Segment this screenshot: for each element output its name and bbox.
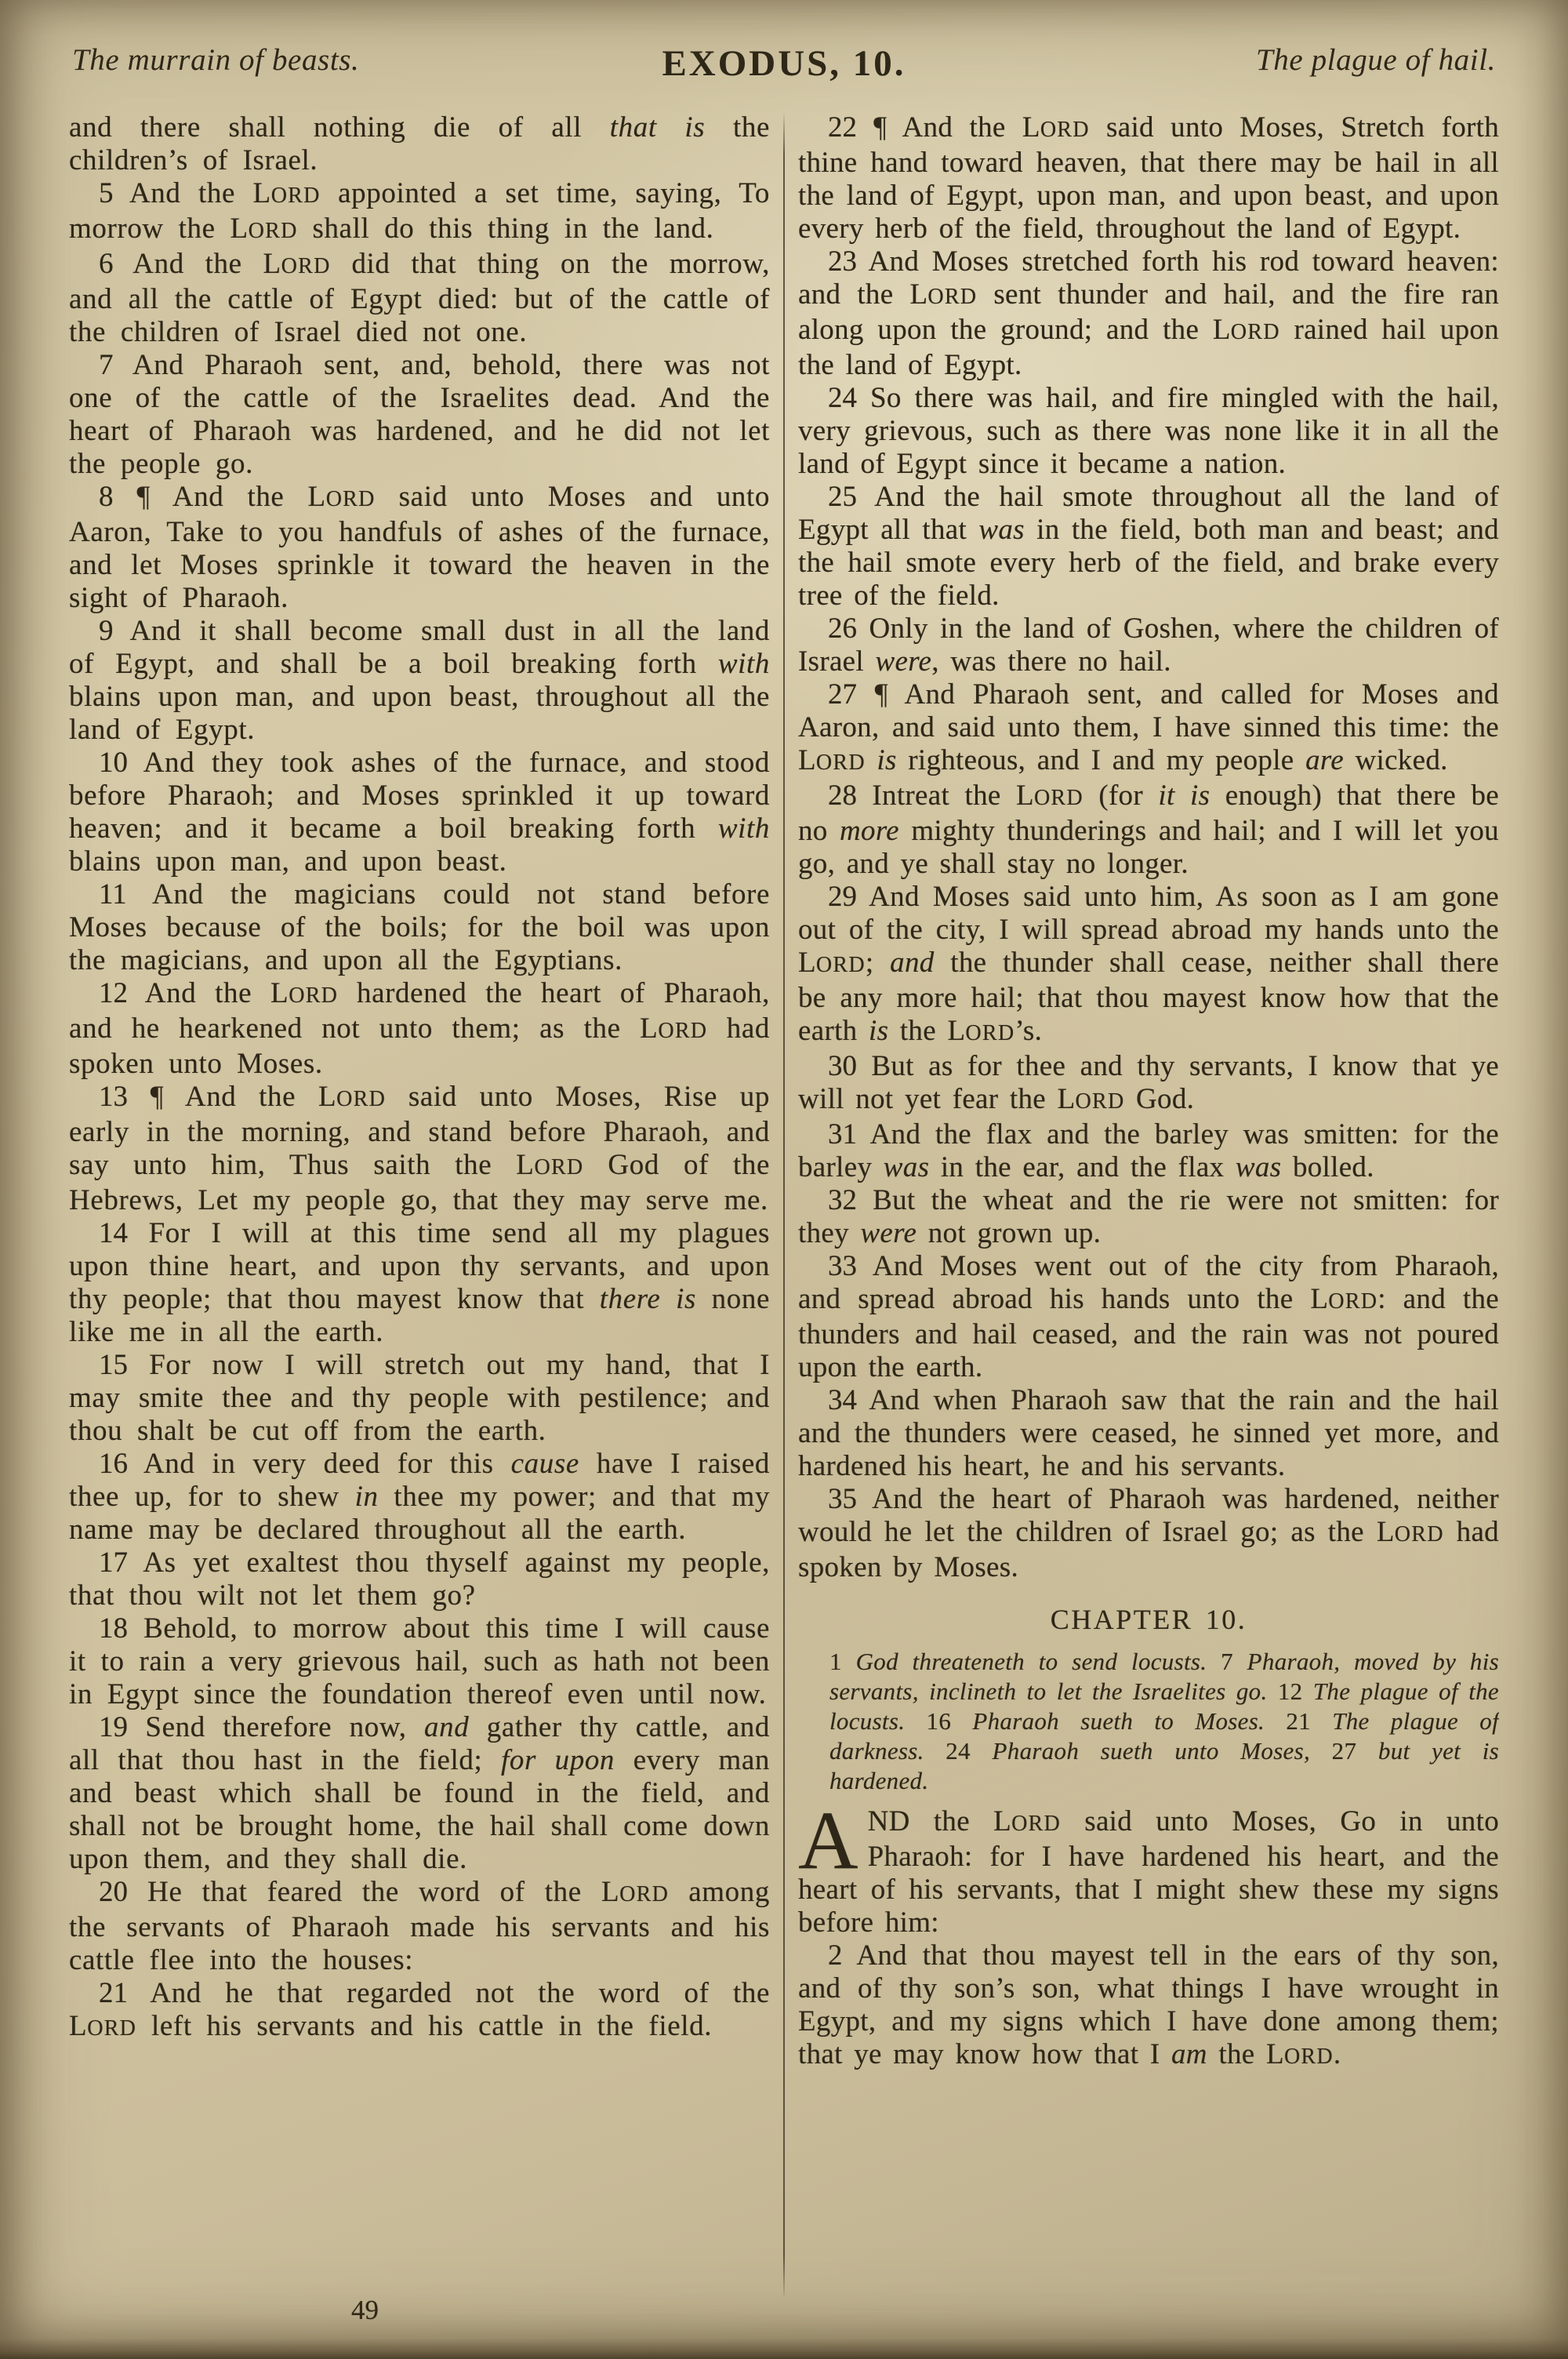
verse-number: 23	[828, 245, 857, 278]
verse-number: 14	[99, 1217, 128, 1249]
verse-29: 29 And Moses said unto him, As soon as I am gone out of the city, I will spread abroad my hands unto the LORD; and the thunder shall cease, neither shall there be any more hail; that thou mayest know how that the earth is the LORD’s.	[798, 881, 1499, 1047]
summary-verse-ref: 21	[1286, 1707, 1311, 1735]
italic-text: was	[978, 514, 1025, 546]
lord-smallcaps: LORD	[909, 278, 978, 311]
verse-number: 6	[99, 248, 114, 280]
verse-2: 2 And that thou mayest tell in the ears of thy son, and of thy son’s son, what things I have wrought in Egypt, and my signs which I have done among them; that ye may know how that I am the LORD.	[798, 1939, 1499, 2070]
verse-11: 11 And the magicians could not stand before Moses because of the boils; for the boil was upon the magicians, and upon all the Egyptians.	[69, 878, 770, 976]
verse-number: 15	[99, 1349, 128, 1381]
verse-23: 23 And Moses stretched forth his rod toward heaven: and the LORD sent thunder and hail, and the fire ran along upon the ground; and the LORD rained hail upon the land of Egypt.	[798, 245, 1499, 381]
lord-smallcaps: LORD	[230, 213, 298, 245]
italic-text: and	[424, 1711, 470, 1743]
verse-20: 20 He that feared the word of the LORD among the servants of Pharaoh made his servants and his cattle flee into the houses:	[69, 1876, 770, 1976]
verse-16: 16 And in very deed for this cause have I raised thee up, for to shew in thee my power; and that my name may be declared throughout all the earth.	[69, 1448, 770, 1546]
summary-verse-ref: 1	[829, 1648, 842, 1675]
lord-smallcaps: LORD	[69, 2010, 137, 2042]
italic-text: are	[1305, 744, 1344, 776]
verse-28: 28 Intreat the LORD (for it is enough) that there be no more mighty thunderings and hail; and I will let you go, and ye shall stay no longer.	[798, 780, 1499, 880]
italic-text: cause	[510, 1448, 579, 1480]
italic-text: there is	[599, 1283, 696, 1315]
italic-text: it is	[1158, 780, 1210, 812]
verse-10: 10 And they took ashes of the furnace, and stood before Pharaoh; and Moses sprinkled it up toward heaven; and it became a boil breaking forth with blains upon man, and upon beast.	[69, 747, 770, 878]
verse-35: 35 And the heart of Pharaoh was hardened, neither would he let the children of Israel go; as the LORD had spoken by Moses.	[798, 1483, 1499, 1583]
italic-text: am	[1171, 2038, 1207, 2070]
verse-number: 19	[99, 1711, 128, 1743]
verse-continuation: and there shall nothing die of all that is the children’s of Israel.	[69, 111, 770, 176]
lord-smallcaps: LORD	[263, 248, 331, 280]
verse-5: 5 And the LORD appointed a set time, saying, To morrow the LORD shall do this thing in the land.	[69, 177, 770, 245]
italic-text: was	[1235, 1151, 1282, 1183]
running-head-title: EXODUS, 10.	[662, 43, 906, 84]
verse-34: 34 And when Pharaoh saw that the rain and the hail and the thunders were ceased, he sinned yet more, and hardened his heart, he and his servants.	[798, 1384, 1499, 1482]
verse-25: 25 And the hail smote throughout all the land of Egypt all that was in the field, both man and beast; and the hail smote every herb of the field, and brake every tree of the field.	[798, 481, 1499, 612]
lord-smallcaps: LORD	[1022, 111, 1090, 144]
running-head-right: The plague of hail.	[1255, 43, 1496, 77]
summary-verse-ref: 7	[1221, 1648, 1233, 1675]
verse-number: 31	[828, 1118, 857, 1150]
verse-9: 9 And it shall become small dust in all the land of Egypt, and shall be a boil breaking forth with blains upon man, and upon beast, throughout all the land of Egypt.	[69, 615, 770, 746]
verse-14: 14 For I will at this time send all my plagues upon thine heart, and upon thy servants, and upon thy people; that thou mayest know that there is none like me in all the earth.	[69, 1217, 770, 1348]
running-head	[72, 42, 1496, 91]
lord-smallcaps: LORD	[1310, 1283, 1378, 1315]
verse-number: 21	[99, 1977, 128, 2009]
italic-text: for upon	[501, 1744, 615, 1776]
column-divider	[783, 111, 785, 2299]
italic-text: were	[875, 645, 932, 678]
verse-26: 26 Only in the land of Goshen, where the children of Israel were, was there no hail.	[798, 612, 1499, 678]
verse-number: 25	[828, 481, 857, 513]
verse-number: 10	[99, 747, 128, 779]
lord-smallcaps: LORD	[798, 744, 866, 776]
text-columns	[69, 111, 1499, 2299]
verse-number: 28	[828, 780, 857, 812]
verse-number: 2	[828, 1939, 843, 1972]
verse-6: 6 And the LORD did that thing on the morrow, and all the cattle of Egypt died: but of the cattle of the children of Israel died not one.	[69, 248, 770, 348]
summary-verse-ref: 12	[1277, 1677, 1303, 1705]
italic-text: is	[877, 744, 897, 776]
lord-smallcaps: LORD	[1376, 1516, 1444, 1548]
verse-number: 18	[99, 1612, 128, 1645]
lord-smallcaps: LORD	[1016, 780, 1083, 812]
italic-text: with	[717, 648, 770, 680]
chapter-heading: CHAPTER 10.	[1050, 1604, 1247, 1635]
italic-text: more	[840, 815, 899, 847]
lord-smallcaps: LORD	[1266, 2038, 1334, 2070]
italic-text: that is	[609, 111, 706, 144]
lord-smallcaps: LORD	[307, 481, 376, 513]
verse-27: 27 ¶ And Pharaoh sent, and called for Moses and Aaron, and said unto them, I have sinned this time: the LORD is righteous, and I and my people are wicked.	[798, 678, 1499, 776]
running-head-left: The murrain of beasts.	[72, 43, 360, 77]
verse-number: 30	[828, 1050, 857, 1082]
lord-smallcaps: LORD	[993, 1805, 1062, 1837]
verse-number: 29	[828, 881, 857, 913]
verse-31: 31 And the flax and the barley was smitten: for the barley was in the ear, and the flax was bolled.	[798, 1118, 1499, 1183]
lord-smallcaps: LORD	[318, 1081, 387, 1113]
verse-18: 18 Behold, to morrow about this time I will cause it to rain a very grievous hail, such as hath not been in Egypt since the foundation thereof even until now.	[69, 1612, 770, 1710]
verse-17: 17 As yet exaltest thou thyself against my people, that thou wilt not let them go?	[69, 1547, 770, 1612]
verse-22: 22 ¶ And the LORD said unto Moses, Stretch forth thine hand toward heaven, that there may be hail in all the land of Egypt, upon man, and upon beast, and upon every herb of the field, throughout the land of Egypt.	[798, 111, 1499, 245]
verse-7: 7 And Pharaoh sent, and, behold, there was not one of the cattle of the Israelites dead. And the heart of Pharaoh was hardened, and he did not let the people go.	[69, 349, 770, 480]
italic-text: and	[890, 947, 935, 979]
italic-text: is	[869, 1015, 889, 1047]
chapter-summary: 1 God threateneth to send locusts. 7 Pharaoh, moved by his servants, inclineth to let the Israelites go. 12 The plague of the locusts. 16 Pharaoh sueth to Moses. 21 The plague of darkness. 24 Pharaoh sueth unto Moses, 27 but yet is hardened.	[829, 1648, 1499, 1794]
verse-21: 21 And he that regarded not the word of the LORD left his servants and his cattle in the field.	[69, 1977, 770, 2042]
drop-cap-letter: A	[798, 1794, 858, 1886]
lord-smallcaps: LORD	[798, 947, 866, 979]
verse-number: 24	[828, 382, 857, 414]
verse-number: 11	[99, 878, 127, 911]
lord-smallcaps: LORD	[516, 1149, 584, 1181]
verse-number: 16	[99, 1448, 128, 1480]
italic-text: in	[354, 1481, 379, 1513]
verse-24: 24 So there was hail, and fire mingled with the hail, very grievous, such as there was none like it in all the land of Egypt since it became a nation.	[798, 382, 1499, 480]
italic-text: were	[860, 1217, 917, 1249]
lord-smallcaps: LORD	[270, 977, 339, 1009]
verse-number: 33	[828, 1250, 857, 1282]
verse-number: 22	[828, 111, 857, 144]
summary-verse-ref: 24	[946, 1737, 971, 1765]
verse-32: 32 But the wheat and the rie were not smitten: for they were not grown up.	[798, 1184, 1499, 1249]
verse-number: 5	[99, 177, 114, 209]
verse-number: 7	[99, 349, 114, 381]
verse-12: 12 And the LORD hardened the heart of Pharaoh, and he hearkened not unto them; as the LORD had spoken unto Moses.	[69, 977, 770, 1080]
verse-number: 32	[828, 1184, 857, 1216]
verse-number: 8	[99, 481, 114, 513]
italic-text: was	[883, 1151, 930, 1183]
summary-verse-ref: 27	[1331, 1737, 1357, 1765]
verse-number: 34	[828, 1384, 857, 1416]
verse-number: 13	[99, 1081, 128, 1113]
verse-8: 8 ¶ And the LORD said unto Moses and unto Aaron, Take to you handfuls of ashes of the furnace, and let Moses sprinkle it toward the heaven in the sight of Pharaoh.	[69, 481, 770, 614]
verse-number: 27	[828, 678, 857, 711]
summary-verse-ref: 16	[926, 1707, 952, 1735]
verse-15: 15 For now I will stretch out my hand, that I may smite thee and thy people with pestilence; and thou shalt be cut off from the earth.	[69, 1349, 770, 1447]
lord-smallcaps: LORD	[640, 1012, 708, 1045]
verse-1-dropcap: AND the LORD said unto Moses, Go in unto Pharaoh: for I have hardened his heart, and the heart of his servants, that I might shew these my signs before him:	[798, 1794, 1499, 1939]
page-number: 49	[351, 2295, 379, 2325]
verse-33: 33 And Moses went out of the city from Pharaoh, and spread abroad his hands unto the LORD: and the thunders and hail ceased, and the rain was not poured upon the earth.	[798, 1250, 1499, 1383]
right-column	[798, 111, 1499, 2299]
verse-number: 9	[99, 615, 114, 647]
lord-smallcaps: LORD	[252, 177, 321, 209]
verse-number: 26	[828, 612, 857, 645]
lord-smallcaps: LORD	[1057, 1083, 1125, 1115]
lord-smallcaps: LORD	[601, 1876, 670, 1908]
verse-number: 17	[99, 1547, 128, 1579]
verse-number: 20	[99, 1876, 128, 1908]
verse-19: 19 Send therefore now, and gather thy cattle, and all that thou hast in the field; for upon every man and beast which shall be found in the field, and shall not be brought home, the hail shall come down upon them, and they shall die.	[69, 1711, 770, 1875]
verse-number: 12	[99, 977, 128, 1009]
left-column	[69, 111, 770, 2299]
verse-30: 30 But as for thee and thy servants, I know that ye will not yet fear the LORD God.	[798, 1050, 1499, 1115]
lord-smallcaps: LORD	[947, 1015, 1015, 1047]
italic-text: with	[717, 812, 770, 845]
lord-smallcaps: LORD	[1212, 314, 1280, 346]
verse-number: 35	[828, 1483, 857, 1515]
verse-13: 13 ¶ And the LORD said unto Moses, Rise up early in the morning, and stand before Pharaoh, and say unto him, Thus saith the LORD God of the Hebrews, Let my people go, that they may serve me.	[69, 1081, 770, 1216]
